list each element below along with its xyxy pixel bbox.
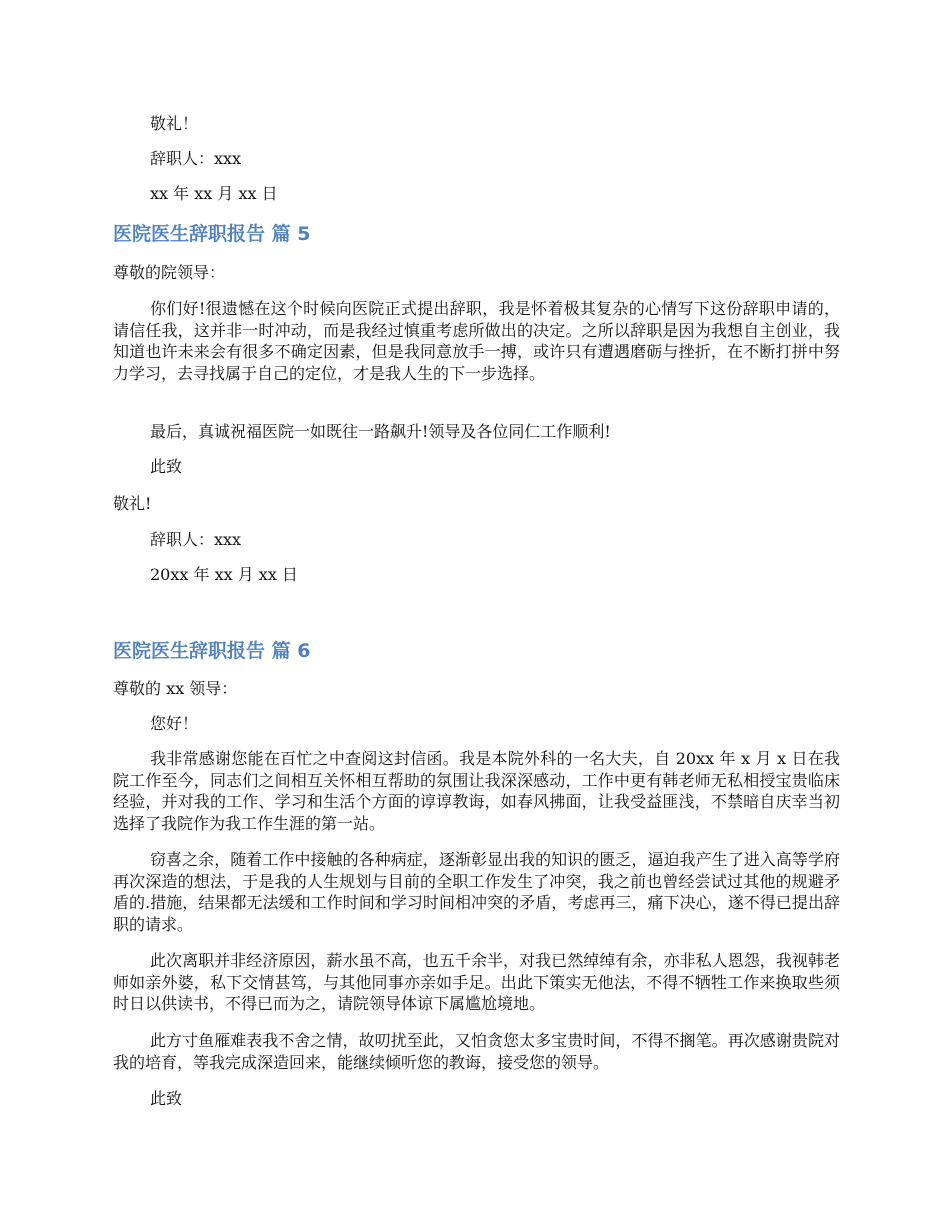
body-paragraph: 我非常感谢您能在百忙之中查阅这封信函。我是本院外科的一名大夫，自 20xx 年 x 月 x 日在我院工作至今，同志们之间相互关怀相互帮助的氛围让我深深感动，工作中更有韩老师无私相授宝贵临床经验，并对我的工作、学习和生活个方面的谆谆教诲，如春风拂面，让我受益匪浅，不禁暗自庆幸当初选择了我院作为我工作生涯的第一站。	[113, 749, 840, 833]
body-paragraph: 窃喜之余，随着工作中接触的各种病症，逐渐彰显出我的知识的匮乏，逼迫我产生了进入高等学府再次深造的想法，于是我的人生规划与目前的全职工作发生了冲突，我之前也曾经尝试过其他的规避矛盾的.措施，结果都无法缓和工作时间和学习时间相冲突的矛盾，考虑再三，痛下决心，遂不得已提出辞职的请求。	[113, 850, 840, 934]
closing-line: 此致	[150, 457, 183, 476]
body-paragraph: 最后，真诚祝福医院一如既往一路飙升!领导及各位同仁工作顺利!	[150, 422, 611, 441]
salutation-end: 敬礼!	[113, 494, 152, 513]
greeting-line: 尊敬的 xx 领导：	[113, 679, 238, 698]
date-line: 20xx 年 xx 月 xx 日	[150, 565, 298, 584]
closing-line: 此致	[150, 1089, 183, 1108]
hello-line: 您好！	[150, 714, 199, 733]
body-paragraph: 此方寸鱼雁难表我不舍之情，故叨扰至此，又怕贪您太多宝贵时间，不得不搁笔。再次感谢贵院对我的培育，等我完成深造回来，能继续倾听您的教诲，接受您的领导。	[113, 1031, 840, 1072]
salutation-end: 敬礼！	[150, 114, 199, 133]
body-paragraph: 此次离职并非经济原因，薪水虽不高，也五千余半，对我已然绰绰有余，亦非私人恩怨，我视韩老师如亲外婆，私下交情甚笃，与其他同事亦亲如手足。出此下策实无他法，不得不牺牲工作来换取些须时日以供读书，不得已而为之，请院领导体谅下属尴尬境地。	[113, 951, 840, 1013]
body-paragraph: 你们好!很遗憾在这个时候向医院正式提出辞职，我是怀着极其复杂的心情写下这份辞职申请的，请信任我，这并非一时冲动，而是我经过慎重考虑所做出的决定。之所以辞职是因为我想自主创业，我知道也许未来会有很多不确定因素，但是我同意放手一搏，或许只有遭遇磨砺与挫折，在不断打拼中努力学习，去寻找属于自己的定位，才是我人生的下一步选择。	[113, 299, 840, 383]
section-heading-6: 医院医生辞职报告 篇 6	[113, 640, 311, 662]
resigner-line: 辞职人：xxx	[150, 149, 242, 168]
date-line: xx 年 xx 月 xx 日	[150, 184, 278, 203]
resigner-line: 辞职人：xxx	[150, 530, 242, 549]
section-heading-5: 医院医生辞职报告 篇 5	[113, 223, 311, 245]
greeting-line: 尊敬的院领导：	[113, 263, 226, 282]
